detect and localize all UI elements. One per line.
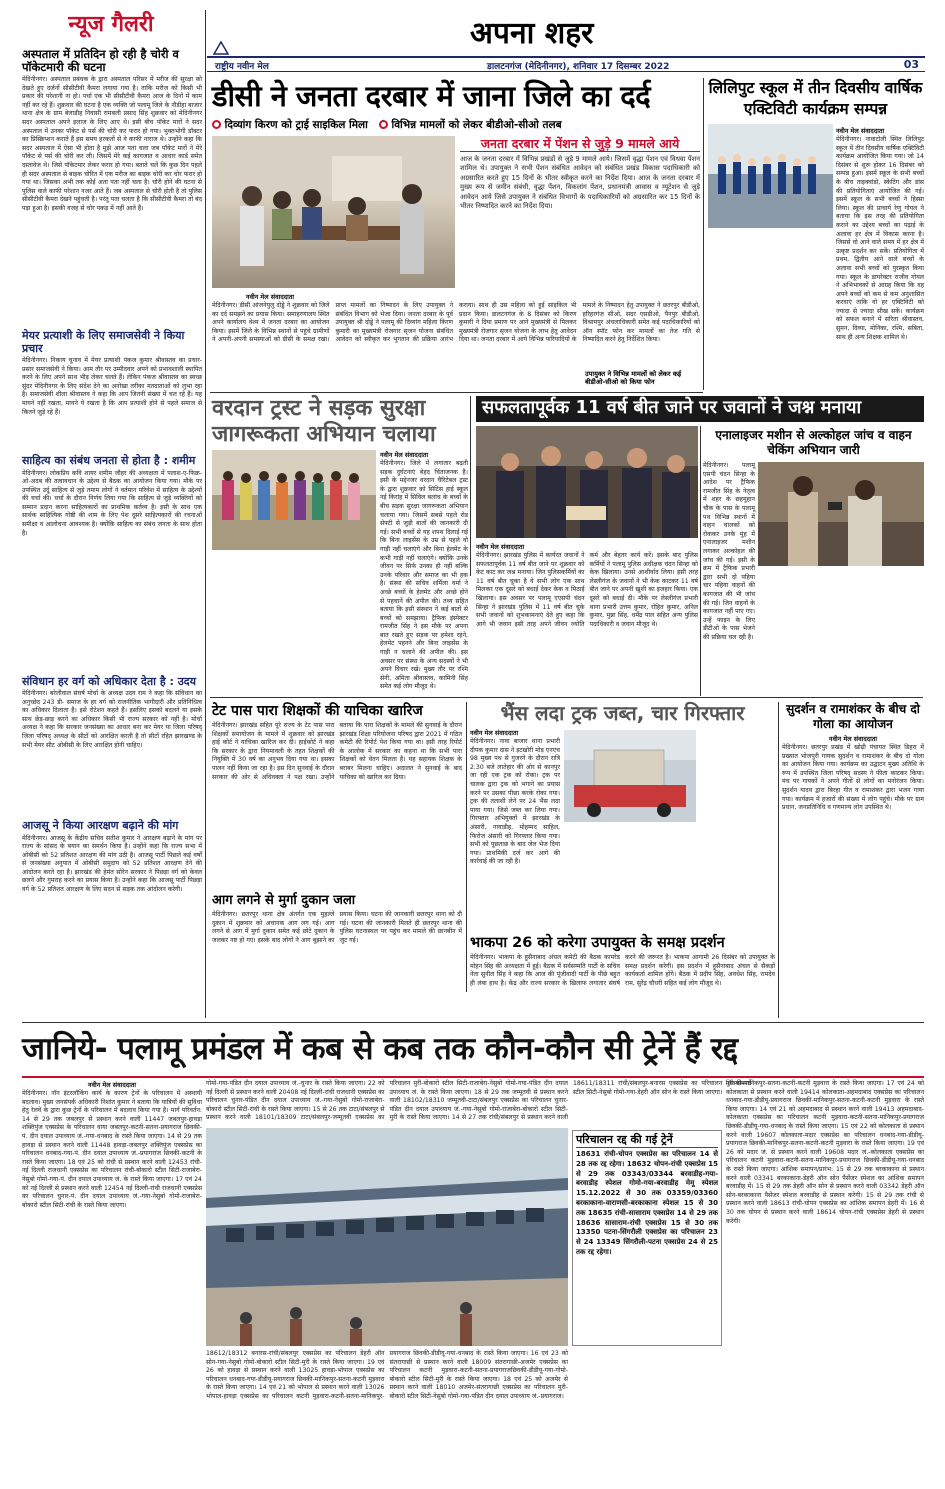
story-title: अस्पताल में प्रतिदिन हो रही है चोरी व पॉकेटमारी की घटना [22, 47, 179, 74]
alcohol-photo [758, 462, 924, 566]
bhakpa-title: भाकपा 26 को करेगा उपायुक्त के समक्ष प्रदर्शन [470, 935, 725, 951]
page-name: अपना शहर [470, 16, 594, 51]
buffalo-photo [564, 730, 696, 822]
sudarshan-title: सुदर्शन व रामाशंकर के बीच दो गोला का आयोजन [786, 702, 920, 731]
tet-title: टेट पास पारा शिक्षकों की याचिका खारिज [212, 703, 423, 719]
lead-caption: उपायुक्त ने विभिन्न मामलों को लेकर कई बीडीओ-सीओ को किया फोन [585, 370, 700, 386]
jashn-body: मेदिनीनगर। झारखंड पुलिस में कार्यरत जवानों ने सफलतापूर्वक 11 वर्ष बीत जाने पर शुक्रवार को केट काट कर जश्न मनाया। जिन पुलिसकर्मियों का 11 वर्ष बीत चुका है वे सभी लोग एक साथ मिलकर एक दूसरे को बधाई देकर केक व मिठाई खिलाया। इस अवसर पर पलामू एएसपी चंदन सिन्हा ने झारखंड पुलिस में 11 वर्ष बीत चुके सभी जवानों को शुभकामनाएं देते हुए कहा कि आगे भी जवान इसी तरह अपने जीवन ज्योति कर्म और बेहतर कार्य करें। इसके बाद पुलिस कर्मियों ने पलामू पुलिस अधीक्षक चंदन सिन्हा को केक खिलाया। उनसे आशीर्वाद लिया। इसी तरह लेस्लीगंज के जवानों ने भी केक काटकर 11 वर्ष बीत जाने पर अपनी खुशी का इजहार किया। एक दूसरे को बधाई दी। मौके पर लेस्लीगंज प्रभारी थाना प्रभारी उत्तम कुमार, रोहित कुमार, अनिल कुमार, मुन्ना सिंह, धर्मेंद्र पाल सहित अन्य पुलिस पदाधिकारी व जवान मौजूद थे। [476, 552, 698, 628]
bullet-icon [379, 120, 388, 129]
page-number: 03 [903, 58, 919, 71]
paper-name: राष्ट्रीय नवीन मेल [215, 62, 269, 72]
trains-body-3: 18612/18312 बनारस-रांची/संबलपुर एक्सप्रेस का परिचालन डेहरी ऑन सोन-गया-नेसुबो गोमो-बोकारो स्टील सिटी-मुरी के रास्ते किया जाएगा। 19 एवं 26 को हावड़ा से प्रस्थान करने वाली 13025 हावड़ा-भोपाल एक्सप्रेस का परिचालन धनबाद-गया-डीडीयू-प्रयागराज छिवकी-मानिकपुर-सतना-कटनी मुड़वारा के रास्ते किया जाएगा। 14 एवं 21 को भोपाल से प्रस्थान करने वाली 13026 भोपाल-हावड़ा एक्सप्रेस का परिचालन कटनी मुड़वारा-कटनी-सतना-मानिकपुर-प्रयागराज छिवकी-डीडीयू-गया-धनबाद के रास्ते किया जाएगा। 16 एवं 23 को संतरागाछी से प्रस्थान करने वाली 18009 संतरागाछी-अजमेर एक्सप्रेस का परिचालन कटनी मुड़वारा-कटनी-सतना-प्रयागराजछिवकी-डीडीयू-गया-गोमो-बोकारो स्टील सिटी-मुरी के रास्ते किया जाएगा। 18 एवं 25 को अजमेर से प्रस्थान करने वाली 18010 अजमेर-संतरागाछी एक्सप्रेस का परिचालन मुरी-बोकारो स्टील सिटी-नेसुबो गोमो-गया-पंडित दीन दयाल उपाध्याय जं.-प्रयागराज। [206, 1350, 568, 1400]
train-photo [206, 1128, 568, 1346]
story-body: मेदिनीनगर। बरेलीवाल संघर्ष मोर्चा के अध्यक्ष उदय राम ने कहा कि संविधान का अनुच्छेद 243 डी- समाज के हर वर्ग को राजनीतिक भागीदारी और प्रतिनिधित्व का अधिकार दिलाता है। इसे रोटेशन कहते हैं। इसलिए इसको बदलने या इसके साथ छेड़-छाड़ करने का अधिकार किसी भी राज्य सरकार को नहीं है। मोर्चा अध्यक्ष ने कहा कि सरकार जनसंख्या का आधार बना कर मेयर या जिला परिषद् जिला परिषद् अध्यक्ष के सीटों को आरक्षित करती है तो सीटों रहित झारखण्ड के सभी मेयर सीट ओबीसी के लिए आरक्षित होनी चाहिए। [22, 690, 202, 749]
trains-body-2: गोमो-गया-पंडित दीन दयाल उपाध्याय जं.-चुनार के रास्ते किया जाएगा। 22 को नई दिल्ली से प्रस्थान करने वाली 20408 नई दिल्ली-रांची राजधानी एक्सप्रेस का परिचालन चुनार-पंडित दीन दयाल उपाध्याय जं.-गया-नेसुबो गोमो-राजाबेरा-बोकारो स्टील सिटी-रांची के रास्ते किया जाएगा। 15 से 26 तक टाटा/संबलपुर से प्रस्थान करने वाली 18101/18309 टाटा/संबलपुर-जम्मूतवी एक्सप्रेस का परिचालन मुरी-बोकारो स्टील सिटी-राजाबेरा-नेसुबो गोमो-गया-पंडित दीन दयाल उपाध्याय जं. के रास्ते किया जाएगा। 18 से 29 तक जम्मूतवी से प्रस्थान करने वाली 18102/18310 जम्मूतवी-टाटा/संबलपुर एक्सप्रेस का परिचालन चुनार-पंडित दीन दयाल उपाध्याय जं.-गया-नेसुबो गोमो-राजाबेरा-बोकारो स्टील सिटी-मुरी के रास्ते किया जाएगा। 14 से 27 तक रांची/संबलपुर से प्रस्थान करने वाली 18611/18311 रांची/संबलपुर-बनारस एक्सप्रेस का परिचालन मुरी-बोकारो स्टील सिटी-नेसुबो गोमो-गया-डेहरी ऑन सोन के रास्ते किया जाएगा। [206, 1080, 752, 1122]
bullet-icon [212, 120, 221, 129]
bhakpa-body: मेदिनीनगर। भाकपा के हुसैनाबाद अंचल कमेटी की बैठक कामरेड मोहन सिंह की अध्यक्षता में हुई। बैठक में सर्वसम्मति पार्टी के सचिव नेता सुनील सिंह ने कहा कि आज की पूंजीवादी पार्टी के पीछे बहुत ही लंबा हाथ है। केंद्र और राज्य सरकार के खिलाफ लगातार संघर्ष करने की जरूरत है। भाकपा आगामी 26 दिसंबर को उपायुक्त के समक्ष प्रदर्शन करेगी। इस प्रदर्शन में हुसैनाबाद अंचल से सैकड़ों कार्यकर्ता शामिल होंगे। बैठक में प्रदीप सिंह, अवधेश सिंह, रामदेव राम, सुरेंद्र चौधरी सहित कई लोग मौजूद थे। [470, 954, 775, 987]
vardan-body-cont [212, 552, 468, 574]
story-title: साहित्य का संबंध जनता से होता है : शमीम [22, 454, 196, 467]
story-title: मेयर प्रत्याशी के लिए समाजसेवी ने किया प्रचार [22, 329, 185, 355]
alcohol-body-cont [703, 568, 924, 696]
cancelled-title: परिचालन रद्द की गई ट्रेनें [576, 1133, 718, 1148]
fire-body: मेदिनीनगर। छतरपुर थाना क्षेत्र अंतर्गत एक मुहल्ले दुकान में शुक्रवार को अचानक आग लग गई। आग लगने से आग में मुर्गा दुकान समेत कई छोटे दुकान के जलकर नष्ट हो गए। इसके बाद लोगों ने आग बुझाने का प्रयास किया। घटना की जानकारी छतरपुर थाना को दी गई। घटना की जानकारी मिलते ही छतरपुर थाना की पुलिस घटनास्थल पर पहुंच कर मामले की छानबीन में जुट गई। [212, 911, 462, 944]
story-body: मेदिनीनगर। लोकप्रिय कवि शायर शमीम जौहर की अध्यक्षता में पलाश-ए-फिक्र-ओ-अदब की तत्वावधान के उद्देश्य से बैठक का आयोजन किया गया। मौके पर उपस्थित उर्दू साहित्य से जुड़े तमाम लोगों ने वर्तमान परिवेश में साहित्य के उद्देश्यों की चर्चा की। चर्चा के दौरान निर्णय लिया गया कि साहित्य से जुड़े व्यक्तियों को सम्मान प्रदान करना साहित्यकारों का प्राथमिक कर्तव्य है। इसी के साथ एक सार्थक साहित्यिक गोष्ठी की शाम के लिए पेश दूसरे साहित्यकारों की रचनाओं समीक्षा व आलोचना आवश्यक है। क्योंकि साहित्य का संबंध जनता के साथ होता है। [22, 469, 202, 537]
trains-body-1: मेदिनीनगर। नॉन इंटरलॉकिंग कार्य के कारण ट्रेनों के परिचालन में अस्थायी बदलाव। मुख्य जनसंपर्क अधिकारी निशांत कुमार ने बताया कि यात्रियों की सुविधा हेतु रेलवे के द्वारा कुछ ट्रेनों के परिचालन में बदलाव किया गया है। मार्ग परिवर्तन: 14 से 29 तक जबलपुर से प्रस्थान करने वाली 11447 जबलपुर-हावड़ा शक्तिपुंज एक्सप्रेस के परिचालन वाया जबलपुर-कटनी-सतना-प्रयागराज छिवकी-पं. दीन दयाल उपाध्याय जं.-गया-धनबाद के रास्ते किया जाएगा। 14 से 29 तक हावड़ा से प्रस्थान करने वाली 11448 हावड़ा-जबलपुर शक्तिपुंज एक्सप्रेस का परिचालन धनबाद-गया-पं. दीन दयाल उपाध्याय जं.-प्रयागराज छिवकी-कटनी के रास्ते किया जाएगा। 18 एवं 25 को रांची से प्रस्थान करने वाली 12453 रांची-नई दिल्ली राजधानी एक्सप्रेस का परिचालन रांची-बोकारो स्टील सिटी-राजाबेरा-नेसुबो गोमो-गया-पं. दीन दयाल उपाध्याय जं. के रास्ते किया जाएगा। 17 एवं 24 को नई दिल्ली से प्रस्थान करने वाली 12454 नई दिल्ली-रांची राजधानी एक्सप्रेस का परिचालन चुनार-पं. दीन दयाल उपाध्याय जं.-गया-नेसुबो गोमो-राजाबेरा-बोकारो स्टील सिटी-रांची के रास्ते किया जाएगा। [22, 1090, 202, 1209]
lead-subhead-2: विभिन्न मामलों को लेकर बीडीओ-सीओ तलब [391, 119, 562, 131]
sudarshan-body: मेदिनीनगर। छतरपुर प्रखंड में खोढ़ी पंचायत स्थित डिहरा में प्रख्यात भोजपुरी गायक सुदर्शन व रामाशंकर के बीच दो गोला का आयोजन किया गया। कार्यक्रम का उद्घाटन मुख्य अतिथि के रूप में उपस्थित जिला परिषद् सदस्य ने फीता काटकर किया। मंच पर गायकों ने अपने गीतों से लोगों का मनोरंजन किया। सुदर्शन यादव द्वारा बिरहा गीत व रामाशंकर द्वारा भजन गाया गया। कार्यक्रम में हजारों की संख्या में लोग पहुंचे। मौके पर ग्राम प्रधान, जनप्रतिनिधि व गणमान्य लोग उपस्थित थे। [782, 744, 924, 812]
trains-body-2-cont [572, 1080, 722, 1126]
vardan-title: वरदान ट्रस्ट ने सड़क सुरक्षा जागरूकता अभियान चलाया [212, 396, 436, 447]
trains-title-accent [22, 1076, 924, 1078]
story-title: आजसू ने किया आरक्षण बढ़ाने की मांग [22, 819, 179, 832]
buffalo-body-cont [564, 826, 775, 934]
fire-title: आग लगने से मुर्गा दुकान जला [212, 893, 356, 908]
vardan-body: मेदिनीनगर। जिले में लगातार बढ़ती सड़क दुर्घटनाएं बेहद चिंताजनक है। इसी के मद्देनजर वरदान चैरिटेबल ट्रस्ट के द्वारा शुक्रवार को सिटिस हाई स्कूल नई किरांह में सिविल बलांच के बच्चों के बीच सड़क सुरक्षा जागरूकता अभियान चलाया गया। जिसमें सबसे पहले रोड सेफ्टी से जुड़ी बातों की जानकारी दी गई। सभी बच्चों से यह शपथ दिलाई गई कि बिना लाइसेंस के उम्र से पहले वो गाड़ी नहीं चलाएंगे और बिना हेलमेट के कभी गाड़ी नहीं चलाएंगे। क्योंकि उनके जीवन पर सिर्फ उनका ही नहीं बल्कि उनके परिवार और समाज का भी हक है। संस्था की सचिव शर्मिला वर्मा ने अच्छे बच्चों के हेलमेट और अच्छे होने से पहचानें की अपील की। तथ्य सहित बताया कि इसी संस्थान ने कई बातों से बच्चों को समझाया। ट्रैफिक इंस्पेक्टर रामजीत सिंह ने इस मौके पर अपना बात रखते हुए सड़क पर हमेशा रहने, हेलमेट पहनने और बिना लाइसेंस के गाड़ी न चलाने की अपील की। इस अवसर पर संस्था के अन्य सदस्यों ने भी अपने विचार रखे। मुख्य तौर पर रश्मि सेनी, अमिता श्रीवास्तव, कामिनी सिंह समेत कई लोग मौजूद थे। [380, 460, 468, 691]
tet-body: मेदिनीनगर। झारखंड सहित पूरे राज्य के टेट पास पारा शिक्षकों समायोजन के मामले में शुक्रवार को झारखंड हाई कोर्ट ने याचिका खारिज कर दी। हाईकोर्ट ने कहा कि सरकार के द्वारा नियमावली के तहत शिक्षकों की नियुक्ति में 30 वर्ष का अनुभव दिया गया था। इसका पालन नहीं किया जा रहा है। इस दिन सुनवाई के दौरान सरकार की ओर से अधिवक्ता ने पक्ष रखा। उन्होंने बताया कि पारा शिक्षकों के मामले की सुनवाई के दौरान झारखंड शिक्षा परियोजना परिषद द्वारा 2021 में गठित कमेटी की रिपोर्ट पेश किया गया था। इसी तरह रिपोर्ट के आलोक में सरकार का कहना था कि सभी पारा शिक्षकों को वेतन मिलता है। यह सहायक शिक्षक के बराबर मिलना चाहिए। अदालत ने सुनवाई के बाद याचिका को खारिज कर दिया। [212, 722, 462, 781]
section-label-box [22, 10, 200, 46]
buffalo-byline: नवीन मेल संवाददाता [470, 729, 519, 737]
masthead-bar [207, 56, 925, 72]
lilliput-body-cont [708, 230, 924, 390]
lead-photo [212, 136, 455, 288]
section-label: न्यूज गैलरी [68, 12, 154, 37]
trains-title: जानिये- पलामू प्रमंडल में कब से कब तक कौन-कौन सी ट्रेनें हैं रद्द [22, 1031, 738, 1067]
jashn-byline: नवीन मेल संवाददाता [476, 543, 525, 551]
lead-headline: डीसी ने जनता दरबार में जाना जिले का दर्द [212, 79, 651, 113]
inset-title: जनता दरबार में पेंशन से जुड़े 9 मामले आये [460, 136, 700, 152]
cancelled-box [572, 1130, 722, 1346]
lead-inset [460, 136, 700, 288]
dateline: डालटनगंज (मेदिनीनगर), शनिवार 17 दिसम्बर 2022 [487, 62, 670, 72]
lilliput-title: लिलिपुट स्कूल में तीन दिवसीय वार्षिक एक्टिविटी कार्यक्रम सम्पन्न [708, 79, 923, 118]
trains-byline: नवीन मेल संवाददाता [87, 1081, 137, 1089]
story-body: मेदिनीनगर। अस्पताल प्रबंधक के द्वारा अस्पताल परिसर में मरीज की सुरक्षा को देखते हुए दर्जनों सीसीटीवी कैमरा लगाया गया है। ताकि मरीज को किसी भी प्रकार की परेशानी ना हो। पर्चा एक भी सीसीटीवी कैमरा आज के दिनों में काम नहीं कर रहे हैं। शुक्रवार की घटना है एक व्यक्ति जो पलामू जिले के नौडीहा बाजार थाना क्षेत्र के ग्राम बेलाडीह निवासी रामबली प्रसाद सिंह शुक्रवार को मेदिनीनगर सदर अस्पताल अपने इलाज के लिए आए थे। इसी बीच पॉकेट मारों ने सदर अस्पताल में उनका पॉकेट से पर्स की चोरी कर फरार हो गया। भुक्तभोगी डॉक्टर का प्रिस्क्रिप्शन कराते हैं इस समय हरकतों से वे काफी नाराज थे। उन्होंने कहा कि सदर अस्पताल में ऐसा भी होता है मुझे आज पता चला जब पॉकेट मारों ने मेरे पॉकेट से पर्स की चोरी कर ली। जिसमें मेरे कई कागजात व आधार कार्ड समेत दस्तावेज थे। जिसे पॉकेटमार लेकर फरार हो गया। बताते चलें कि कुछ दिन पहले ही सदर अस्पताल से बाइक चोरित में एक मरीज का बाइक चोरी कर चोर फरार हो गया था। जिसका अभी तक कोई अता पता नहीं चला है। चोरी होने की घटना से पुलिस वाले काफी परेशान नजर आते हैं। जब अस्पताल से चोरी होती है तो पुलिस सीसीटीवी कैमरा देखने पहुंचती है। परंतु पता चलता है कि सीसीटीवी कैमरा तो बंद पड़ा हुआ है। इसकी वजह से चोर पकड़ में नहीं आते हैं। [22, 76, 202, 212]
trains-body-4: छिवकी-मानिकपुर-सतना-कटनी-कटनी मुड़वारा के रास्ते किया जाएगा। 17 एवं 24 को कोलकाता से प्रस्थान करने वाली 19414 कोलकाता-अहमदाबाद एक्सप्रेस का परिचालन धनबाद-गया-डीडीयू-प्रयागराज छिवकी-मानिकपुर-सतना-कटनी-कटनी मुड़वारा के रास्ते किया जाएगा। 14 एवं 21 को अहमदाबाद से प्रस्थान करने वाली 19413 अहमदाबाद-कोलकाता एक्सप्रेस का परिचालन कटनी मुड़वारा-कटनी-सतना-मानिकपुर-प्रयागराज छिवकी-डीडीयू-गया-धनबाद के रास्ते किया जाएगा। 15 एवं 22 को कोलकाता से प्रस्थान करने वाली 19607 कोलकाता-मदार एक्सप्रेस का परिचालन धनबाद-गया-डीडीयू-प्रयागराज छिवकी-मानिकपुर-सतना-कटनी-कटनी मुड़वारा के रास्ते किया जाएगा। 19 एवं 26 को मदार जं. से प्रस्थान करने वाली 19608 मदार जं.-कोलकाता एक्सप्रेस का परिचालन कटनी मुड़वारा-कटनी-सतना-मानिकपुर-प्रयागराज छिवकी-डीडीयू-गया-धनबाद के रास्ते किया जाएगा। आंशिक समापन/प्रारंभ: 15 से 29 तक बरकाकाना से प्रस्थान करने वाली 03341 बरकाकाना-डेहरी ऑन सोन पैसेंजर स्पेशल का आंशिक समापन बरवाडीह में। 15 से 29 तक डेहरी ऑन सोन से प्रस्थान करने वाली 03342 डेहरी ऑन सोन-बरकाकाना पैसेंजर स्पेशल बरवाडीह से प्रस्थान करेगी। 15 से 29 तक रांची से प्रस्थान करने वाली 18613 रांची-चोपन एक्सप्रेस का आंशिक समापन डेहरी में। 16 से 30 तक चोपन से प्रस्थान करने वाली 18614 चोपन-रांची एक्सप्रेस डेहरी से प्रस्थान करेगी। [726, 1080, 924, 1225]
lilliput-photo [708, 124, 833, 228]
paper-logo-icon [212, 40, 230, 56]
lead-byline: नवीन मेल संवाददाता [245, 293, 295, 301]
left-column [22, 48, 202, 1016]
buffalo-title: भैंस लदा ट्रक जब्त, चार गिरफ्तार [500, 701, 745, 725]
story-body: मेदिनीनगर। निकाय चुनाव में मेयर प्रत्याशी पंकज कुमार श्रीवास्तव का प्रचार-प्रसार समाजसेवी ने किया। आम तौर पर उम्मीदवार अपने को प्रभावशाली स्थापित करने के लिए अपने साथ भीड़ लेकर चलते हैं। लेकिन पंकज श्रीवास्तव का स्वच्छ सुंदर मेदिनीनगर के लिए संदेश देने का अनोखा तरीका मतदाताओं को लुभा रहा है। समाजसेवी शीला श्रीवास्तव ने कहा कि आप जितनी संख्या में चल रहे हैं। यह मायने नहीं रखता, मायने ये रखता है कि आप प्रत्याशी होने से पहले समाज से कितने जुड़े रहे हैं। [22, 357, 202, 416]
inset-body: आज के जनता दरबार में विभिन्न प्रखंडों से जुड़े 9 मामले आये। जिसमें वृद्धा पेंशन एवं विधवा पेंशन शामिल थे। उपायुक्त ने सभी पेंशन संबंधित आवेदन को संबंधित प्रखंड विकास पदाधिकारी को अग्रसारित करते हुए 15 दिनों के भीतर स्वीकृत करने का निर्देश दिया। आज के जनता दरबार में मुख्य रूप से जमीन संबंधी, वृद्धा पेंशन, विकलांग पेंशन, प्रधानमंत्री आवास व म्यूटेशन से जुड़े आवेदन आये जिसे उपायुक्त ने संबंधित विभागों के पदाधिकारियों को अग्रसारित कर 15 दिनों के भीतर निष्पादित करने का निर्देश दिया। [460, 155, 700, 211]
story-body: मेदिनीनगर। आजसू के केंद्रीय सचिव सतीश कुमार ने आरक्षण बढ़ाने के मांग पर राज्य के सांसद के बयान का समर्थन किया है। उन्होंने कहा कि राज्य सभा में ओबीसी को 52 प्रतिशत आरक्षण की मांग उठी है। आजसू पार्टी पिछले कई वर्षों से जनसंख्या अनुपात में ओबीसी समुदाय को 52 प्रतिशत आरक्षण देने की आंदोलन करते रहा है। झारखंड की हेमंत सोरेन सरकार ने पिछड़ा वर्ग को केवल छलने और गुमराह करने का प्रयास किया है। उन्होंने कहा कि आजसू पार्टी पिछड़ा वर्ग के 52 प्रतिशत आरक्षण के लिए सदन से सड़क तक आंदोलन करेगी। [22, 834, 202, 894]
buffalo-body: मेदिनीनगर। नावा बाजार थाना प्रभारी दीपक कुमार दास ने इटखोरी मोड़ एनएच 98 मुख्य पथ से गुजरने के दौरान रात्रि 2.30 बजे लातेहार की ओर से कानपुर जा रही एक ट्रक को रोका। ट्रक पर चालक द्वारा ट्रक को भगाने का प्रयास करने पर उसका पीछा करके रोका गया। ट्रक की तलाशी लेने पर 24 भैंस लदा पाया गया। जिसे जब्त कर लिया गया। गिरफ्तार अभियुक्तों में झारखंड के अंसारी, नावाडीह, मोहम्मद साहिल, फिरोज अंसारी को गिरफ्तार किया गया। सभी को पूछताछ के बाद जेल भेज दिया गया। प्राथमिकी दर्ज कर आगे की कार्रवाई की जा रही है। [470, 738, 560, 866]
jashn-title: सफलतापूर्वक 11 वर्ष बीत जाने पर जवानों ने जश्न मनाया [476, 396, 924, 422]
alcohol-title: एनालाइजर मशीन से अल्कोहल जांच व वाहन चेकिंग अभियान जारी [715, 428, 912, 457]
lilliput-byline: नवीन मेल संवाददाता [836, 127, 885, 135]
lead-body: मेदिनीनगर। डीसी आंजनेयुलु दोड्डे ने शुक्रवार को जिले का दर्द समझने का प्रयास किया। समाहरणालय स्थित अपने कार्यालय वेश्म में जनता दरबार का आयोजन किया। इसमें जिले के विभिन्न स्थानों से पहुंचे ग्रामीणों ने अपनी-अपनी समस्याओं को डीसी के समक्ष रखा। प्राप्त मामलों का निष्पादन के लिए उपायुक्त ने संबंधित विभाग को भेजा दिया। जनता दरबार के पूर्व उपायुक्त श्री दोड्डे ने पलामू की दिव्यांग महिला किरण कुमारी का मुख्यमंत्री रोजगार सृजन योजना संबंधित आवेदन को स्वीकृत कर भुगतान की प्रक्रिया आरंभ कराया। साथ ही उस महिला को हुई साइकिल भी प्रदान किया। डालटनगंज के 8 दिसंबर को किरण कुमारी ने दिया प्रमाण पर आने मुख्यमंत्री से मिलकर मुख्यमंत्री रोजगार सृजन योजना के लाभ हेतु आवेदन दिया था। जनता दरबार में आये विभिन्न फरियादियों के मामले के निष्पादन हेतु उपायुक्त ने छतरपुर बीडीओ, हरिहरगंज सीओ, सदर एसडीओ, पैनपुर बीडीओ, विश्रामपुर अंचलाधिकारी समेत कई पदाधिकारियों को ऑन स्पॉट फोन कर मामलों का तेज गति से निष्पादित करने हेतु निर्देशित किया। [212, 302, 700, 344]
lead-subhead-1: दिव्यांग किरण को ट्राई साइकिल मिला [224, 119, 368, 131]
cancelled-body: 18631 रांची-चोपन एक्सप्रेस का परिचालन 14 से 28 तक रद्द रहेगा। 18632 चोपन-रांची एक्सप्रेस 15 से 29 तक 03343/03344 बरवाडीह-गया-बरवाडीह स्पेशल गोमो-गया-बरवाडीह मेमू स्पेशल 15.12.2022 से 30 तक 03359/03360 बरकाकाना-वाराणसी-बरकाकाना स्पेशल 15 से 30 तक 18635 रांची-सासाराम एक्सप्रेस 14 से 29 तक 18636 सासाराम-रांची एक्सप्रेस 15 से 30 तक 13350 पटना-सिंगरौली एक्सप्रेस का परिचालन 23 से 24 13349 सिंगरौली-पटना एक्सप्रेस 24 से 25 तक रद्द रहेगा। [576, 1150, 718, 1256]
vardan-photo [212, 450, 376, 550]
vardan-byline: नवीन मेल संवाददाता [380, 451, 429, 459]
alcohol-body: मेदिनीनगर। पलामू एसपी चंदन सिन्हा के आदेश पर ट्रैफिक रामजीत सिंह के नेतृत्व में शहर के छहमुहान चौक के पास के पलामू पथ विभिन्न स्थानों में वाहन चालकों को रोककर उनके मुंह में एनालाइजर मशीन लगाकर अल्कोहल की जांच की गई। इसी के क्रम में ट्रैफिक प्रभारी द्वारा सभी दो पहिया चार पहिया वाहनों की कागजात की भी जांच की गई। जिन वाहनों के कागजात नहीं पाए गए। उन्हें फाइन के लिए डीटीओ के पास भेजने की प्रक्रिया चल रही है। [703, 462, 755, 641]
sudarshan-byline: नवीन मेल संवाददाता [828, 735, 878, 743]
story-title: संविधान हर वर्ग को अधिकार देता है : उदय [22, 674, 196, 688]
lead-subheads [212, 118, 700, 132]
lilliput-body: मेदिनीनगर। नावाटोली स्थित लिलिपुट स्कूल में तीन दिवसीय वार्षिक एक्टिविटी कार्यक्रम आयोजित किया गया। जो 14 दिसंबर से शुरू होकर 16 दिसंबर को सम्पन्न हुआ। इसमें स्कूल के सभी बच्चों के बीच ताइक्वांडो, स्केटिंग और डांस की प्रतियोगिताएं आयोजित की गई। इसमें स्कूल के सभी बच्चों ने हिस्सा लिया। स्कूल की प्राचार्य रेणु गोयल ने बताया कि इस तरह की प्रतियोगिता कराने का उद्देश्य बच्चों का पढ़ाई के अलावा हर क्षेत्र में विकास करना है। जिससे वो आने वाले समय में हर क्षेत्र में उत्कृष्ट प्रदर्शन कर सकें। प्रतियोगिता में प्रथम, द्वितीय आने वाले बच्चों के अलावा सभी बच्चों को पुरस्कृत किया गया। स्कूल के डायरेक्टर राजीव गोयल ने अभिभावकों से आग्रह किया कि वह अपने बच्चों को कम से कम अनुशासित करवाएं ताकि वो हर एक्टिविटी को ज्यादा से ज्यादा सीख सकें। कार्यक्रम को सफल बनाने में सरिता श्रीवास्तव, सुमन, दिव्या, मोनिका, रश्मि, सबिता, साथ ही अन्य शिक्षक शामिल थे। [836, 136, 924, 341]
jashn-photo [476, 426, 698, 538]
